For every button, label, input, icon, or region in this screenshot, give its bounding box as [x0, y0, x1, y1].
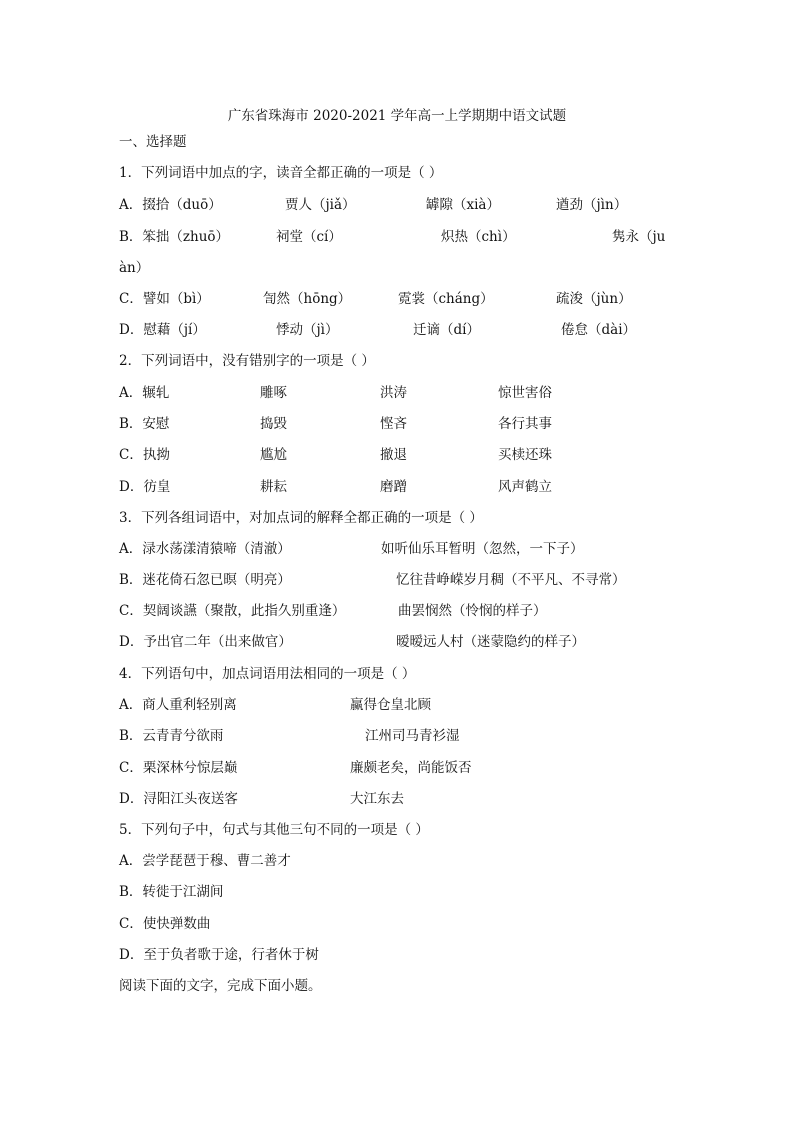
option-text: 迁谪（dí） [413, 322, 480, 338]
option-text: 倦怠（dài） [561, 322, 637, 338]
option-text: A．辗轧 [119, 385, 170, 401]
option-text: 买椟还珠 [498, 447, 552, 463]
option-text: 炽热（chì） [441, 229, 516, 245]
option-text: C．譬如（bì） [119, 291, 210, 307]
option-text: 捣毁 [260, 416, 287, 432]
option-text: 江州司马青衫湿 [365, 728, 460, 744]
option-text: 雕啄 [260, 385, 287, 401]
option-text: 疏浚（jùn） [556, 291, 632, 307]
option-text: 悸动（jì） [276, 322, 339, 338]
question-2-stem: 2．下列词语中，没有错别字的一项是（ ） [119, 353, 375, 369]
question-1-stem: 1．下列词语中加点的字，读音全都正确的一项是（ ） [119, 165, 443, 181]
option-text: D．慰藉（jí） [119, 322, 206, 338]
question-5-option-b: B．转徙于江湖间 [119, 884, 224, 900]
option-text: 悭吝 [380, 416, 407, 432]
option-text: 祠堂（cí） [276, 229, 342, 245]
option-text: 赢得仓皇北顾 [350, 697, 431, 713]
option-text: D．彷皇 [119, 479, 171, 495]
option-text: 遒劲（jìn） [556, 197, 628, 213]
option-text: 磨蹭 [380, 479, 407, 495]
question-5-option-d: D．至于负者歌于途，行者休于树 [119, 947, 319, 963]
option-text: C．栗深林兮惊层巅 [119, 760, 238, 776]
option-text: 罅隙（xià） [426, 197, 500, 213]
question-4-stem: 4．下列语句中，加点词语用法相同的一项是（ ） [119, 666, 416, 682]
option-text: D．浔阳江头夜送客 [119, 791, 238, 807]
option-text: A．掇拾（duō） [119, 197, 222, 213]
question-3-stem: 3．下列各组词语中，对加点词的解释全都正确的一项是（ ） [119, 510, 483, 526]
option-text: B．迷花倚石忽已暝（明亮） [119, 572, 291, 588]
option-text: D．予出官二年（出来做官） [119, 634, 292, 650]
option-text: 大江东去 [350, 791, 404, 807]
option-text: 撤退 [380, 447, 407, 463]
option-text: A．渌水荡漾清猿啼（清澈） [119, 541, 291, 557]
option-text: 各行其事 [498, 416, 552, 432]
option-text: 洪涛 [380, 385, 407, 401]
option-text: B．安慰 [119, 416, 170, 432]
option-text: 暧暧远人村（迷蒙隐约的样子） [396, 634, 585, 650]
page-title: 广东省珠海市 2020-2021 学年高一上学期期中语文试题 [227, 108, 567, 124]
option-text: 风声鹤立 [498, 479, 552, 495]
option-text: 惊世害俗 [498, 385, 552, 401]
section-heading: 一、选择题 [119, 134, 187, 150]
option-text: C．契阔谈讌（聚散，此指久别重逢） [119, 603, 346, 619]
option-text: 如听仙乐耳暂明（忽然，一下子） [381, 541, 584, 557]
option-text: 曲罢悯然（怜悯的样子） [398, 603, 547, 619]
question-5-stem: 5．下列句子中，句式与其他三句不同的一项是（ ） [119, 822, 429, 838]
option-text: C．执拗 [119, 447, 170, 463]
option-text: 廉颇老矣，尚能饭否 [350, 760, 472, 776]
option-text: 隽永（ju [612, 229, 666, 245]
option-text: B．云青青兮欲雨 [119, 728, 224, 744]
option-text: 尴尬 [260, 447, 287, 463]
question-5-option-a: A．尝学琵琶于穆、曹二善才 [119, 853, 291, 869]
reading-instruction: 阅读下面的文字，完成下面小题。 [119, 978, 322, 994]
option-text: 忆往昔峥嵘岁月稠（不平凡、不寻常） [396, 572, 626, 588]
option-text-continued: àn） [119, 260, 150, 276]
option-text: A．商人重利轻别离 [119, 697, 237, 713]
option-text: 霓裳（cháng） [398, 291, 494, 307]
option-text: B．笨拙（zhuō） [119, 229, 230, 245]
option-text: 贾人（jiǎ） [285, 197, 356, 213]
option-text: 訇然（hōng） [263, 291, 352, 307]
question-5-option-c: C．使快弹数曲 [119, 916, 211, 932]
option-text: 耕耘 [260, 479, 287, 495]
